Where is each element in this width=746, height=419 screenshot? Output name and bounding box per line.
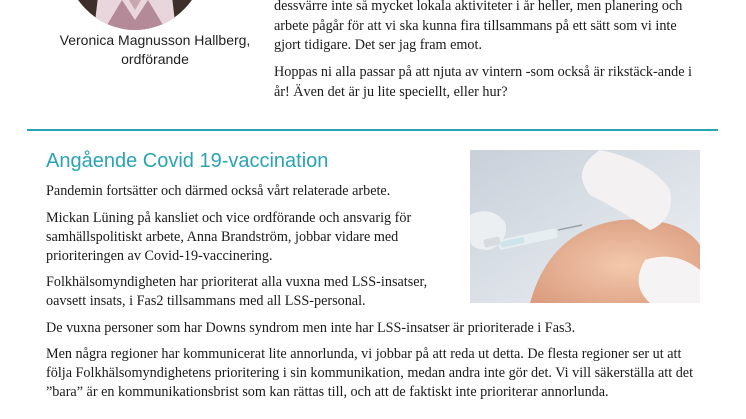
article-paragraph: Folkhälsomyndigheten har prioriterat alla vuxna med LSS-insatser, oavsett insats, i Fas2 tillsammans med all LSS-personal.: [46, 274, 428, 309]
article-paragraph: Pandemin fortsätter och därmed också vårt relaterade arbete.: [46, 183, 391, 199]
profile-caption: [44, 31, 266, 69]
article-paragraph: Mickan Lüning på kansliet och vice ordförande och ansvarig för samhällspolitiskt arbete, Anna Brandström, jobbar vidare med prioriteringen av Covid-19-vaccinering.: [46, 209, 412, 264]
article-paragraph: De vuxna personer som har Downs syndrom men inte har LSS-insatser är prioriterade i Fas3.: [46, 319, 576, 336]
intro-paragraph: Hoppas ni alla passar på att njuta av vintern -som också är rikstäck-ande i år! Även det är ju lite speciellt, eller hur?: [274, 64, 692, 100]
section-divider: [27, 129, 718, 131]
profile-photo: [64, 0, 206, 30]
article-body: [46, 182, 706, 410]
intro-text: [274, 0, 704, 110]
article-paragraph: Men några regioner har kommunicerat lite annorlunda, vi jobbar på att reda ut detta. De flesta regioner ser ut att följa Folkhälsomyndighetens prioritering i sin kommunikation, medan andra inte gör det. Vi vill säkerställa att det ”bara” är en kommunikationsbrist som kan rättas till, och att de faktiskt inte prioriterar annorlunda.: [46, 346, 694, 400]
portrait-image: [64, 0, 206, 30]
article-heading: Angående Covid 19-vaccination: [46, 150, 329, 172]
intro-paragraph: dessvärre inte så mycket lokala aktiviteter i år heller, men planering och arbete pågår för att vi ska kunna fira tillsammans på ett sätt som vi inte gjort tidigare. Det ser jag fram emot.: [274, 0, 683, 53]
profile-role: ordförande: [121, 51, 189, 67]
profile-name: Veronica Magnusson Hallberg,: [59, 32, 251, 48]
